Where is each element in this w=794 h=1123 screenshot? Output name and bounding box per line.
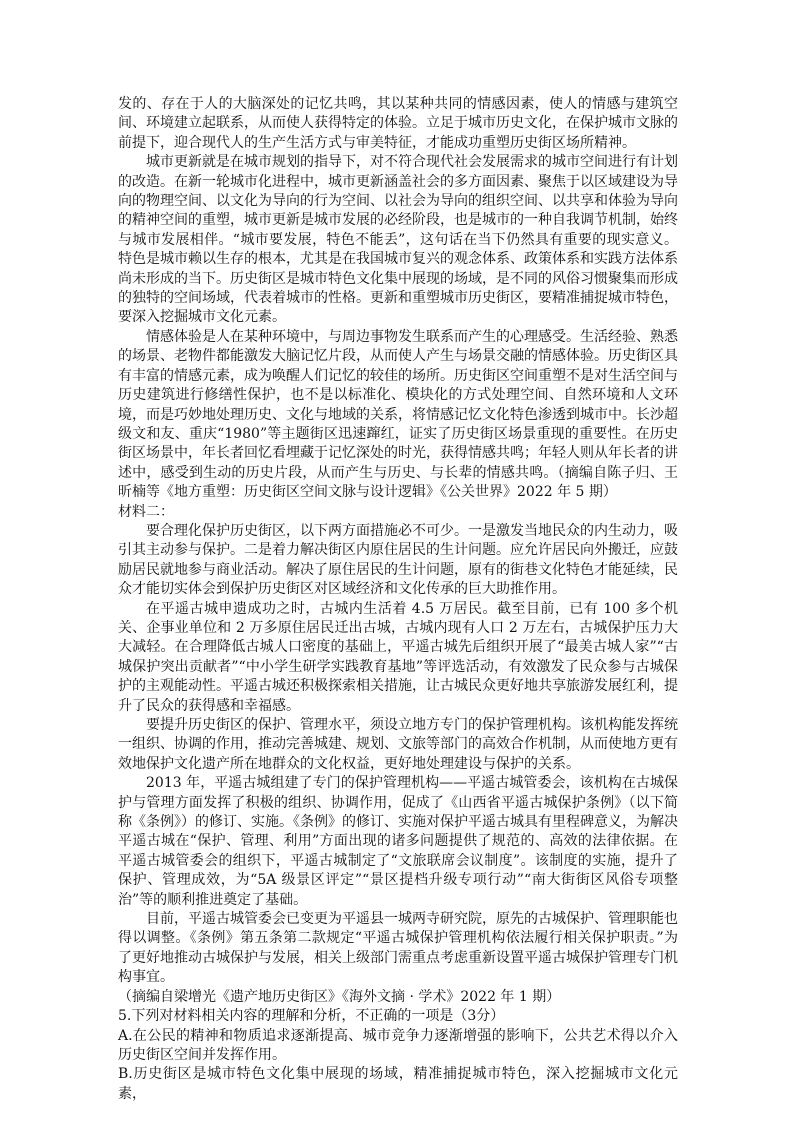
source-citation: （摘编自梁增光《遗产地历史街区》《海外文摘 · 学术》2022 年 1 期） [118,988,561,1005]
option-b: B.历史街区是城市特色文化集中展现的场域，精准捕捉城市特色，深入挖掘城市文化元素， [118,1066,678,1102]
paragraph-continued: 发的、存在于人的大脑深处的记忆共鸣，其以某种共同的情感因素，使人的情感与建筑空间、环境建立起联系，从而使人获得特定的体验。立足于城市历史文化，在保护城市文脉的前提下，迎合现代人的生产生活方式与审美特征，才能成功重塑历史街区场所精神。 [118,96,678,151]
paragraph-management-agency: 要提升历史街区的保护、管理水平，须设立地方专门的保护管理机构。该机构能发挥统一组织、协调的作用，推动完善城建、规划、文旅等部门的高效合作机制，从而使地方更有效地保护文化遗产所在地群众的文化权益，更好地处理建设与保护的关系。 [118,717,678,772]
question-5: 5.下列对材料相关内容的理解和分析，不正确的一项是（3分） [118,1008,505,1025]
paragraph-pingyao-population: 在平遥古城申遗成功之时，古城内生活着 4.5 万居民。截至目前，已有 100 多个机关、企事业单位和 2 万多原住居民迁出古城，古城内现有人口 2 万左右，古城保护压力大大减轻。在合理降低古城人口密度的基础上，平遥古城先后组织开展了“最美古城人家”“古城保护突出贡献者”“中小学生研学实践教育基地”等评选活动，有效激发了民众参与古城保护的主观能动性。平遥古城还积极探索相关措施，让古城民众更好地共享旅游发展红利，提升了民众的获得感和幸福感。 [118,600,678,714]
paragraph-protection-measures: 要合理化保护历史街区，以下两方面措施必不可少。一是激发当地民众的内生动力，吸引其主动参与保护。二是着力解决街区内原住居民的生计问题。应允许居民向外搬迁，应鼓励居民就地参与商业活动。解决了原住居民的生计问题，原有的街巷文化特色才能延续，民众才能切实体会到保护历史街区对区域经济和文化传承的巨大助推作用。 [118,522,678,598]
option-a: A.在公民的精神和物质追求逐渐提高、城市竞争力逐渐增强的影响下，公共艺术得以介入历史街区空间并发挥作用。 [118,1027,678,1063]
paragraph-current-status: 目前，平遥古城管委会已变更为平遥县一城两寺研究院，原先的古城保护、管理职能也得以调整。《条例》第五条第二款规定“平遥古城保护管理机构依法履行相关保护职责。”为了更好地推动古城保护与发展，相关上级部门需重点考虑重新设置平遥古城保护管理专门机构事宜。 [118,911,678,986]
paragraph-urban-renewal: 城市更新就是在城市规划的指导下，对不符合现代社会发展需求的城市空间进行有计划的改造。在新一轮城市化进程中，城市更新涵盖社会的多方面因素、聚焦于以区域建设为导向的物理空间、以文化为导向的行为空间、以社会为导向的组织空间、以共享和体验为导向的精神空间的重塑，城市更新是城市发展的必经阶段，也是城市的一种自我调节机制，始终与城市发展相伴。“城市要发展，特色不能丢”，这句话在当下仍然具有重要的现实意义。特色是城市赖以生存的根本，尤其是在我国城市复兴的观念体系、政策体系和实践方法体系尚未形成的当下。历史街区是城市特色文化集中展现的场域，是不同的风俗习惯聚集而形成的独特的空间场域，代表着城市的性格。更新和重塑城市历史街区，要精准捕捉城市特色，要深入挖掘城市文化元素。 [118,154,678,326]
document-page [118,95,678,1104]
paragraph-emotional-experience: 情感体验是人在某种环境中，与周边事物发生联系而产生的心理感受。生活经验、熟悉的场景、老物件都能激发大脑记忆片段，从而使人产生与场景交融的情感体验。历史街区具有丰富的情感元素，成为唤醒人们记忆的较佳的场所。历史街区空间重塑不是对生活空间与历史建筑进行修缮性保护，也不是以标准化、模块化的方式处理空间、自然环境和人文环境，而是巧妙地处理历史、文化与地域的关系，将情感记忆文化特色渗透到城市中。长沙超级文和友、重庆“1980”等主题街区迅速蹿红，证实了历史街区场景重现的重要性。在历史街区场景中，年长者回忆看埋藏于记忆深处的时光，获得情感共鸣；年轻人则从年长者的讲述中，感受到生动的历史片段，从而产生与历史、与长辈的情感共鸣。（摘编自陈子归、王昕楠等《地方重塑：历史街区空间文脉与设计逻辑》《公关世界》2022 年 5 期） [118,328,678,501]
paragraph-pingyao-committee: 2013 年，平遥古城组建了专门的保护管理机构——平遥古城管委会，该机构在古城保护与管理方面发挥了积极的组织、协调作用，促成了《山西省平遥古城保护条例》（以下简称《条例》）的修订、实施。《条例》的修订、实施对保护平遥古城具有里程碑意义，为解决平遥古城在“保护、管理、利用”方面出现的诸多问题提供了规范的、高效的法律依据。在平遥古城管委会的组织下，平遥古城制定了“文旅联席会议制度”。该制度的实施，提升了保护、管理成效，为“5A 级景区评定”“景区提档升级专项行动”“南大街街区风俗专项整治”等的顺利推进奠定了基础。 [118,775,678,908]
material-two-heading: 材料二： [118,503,174,520]
